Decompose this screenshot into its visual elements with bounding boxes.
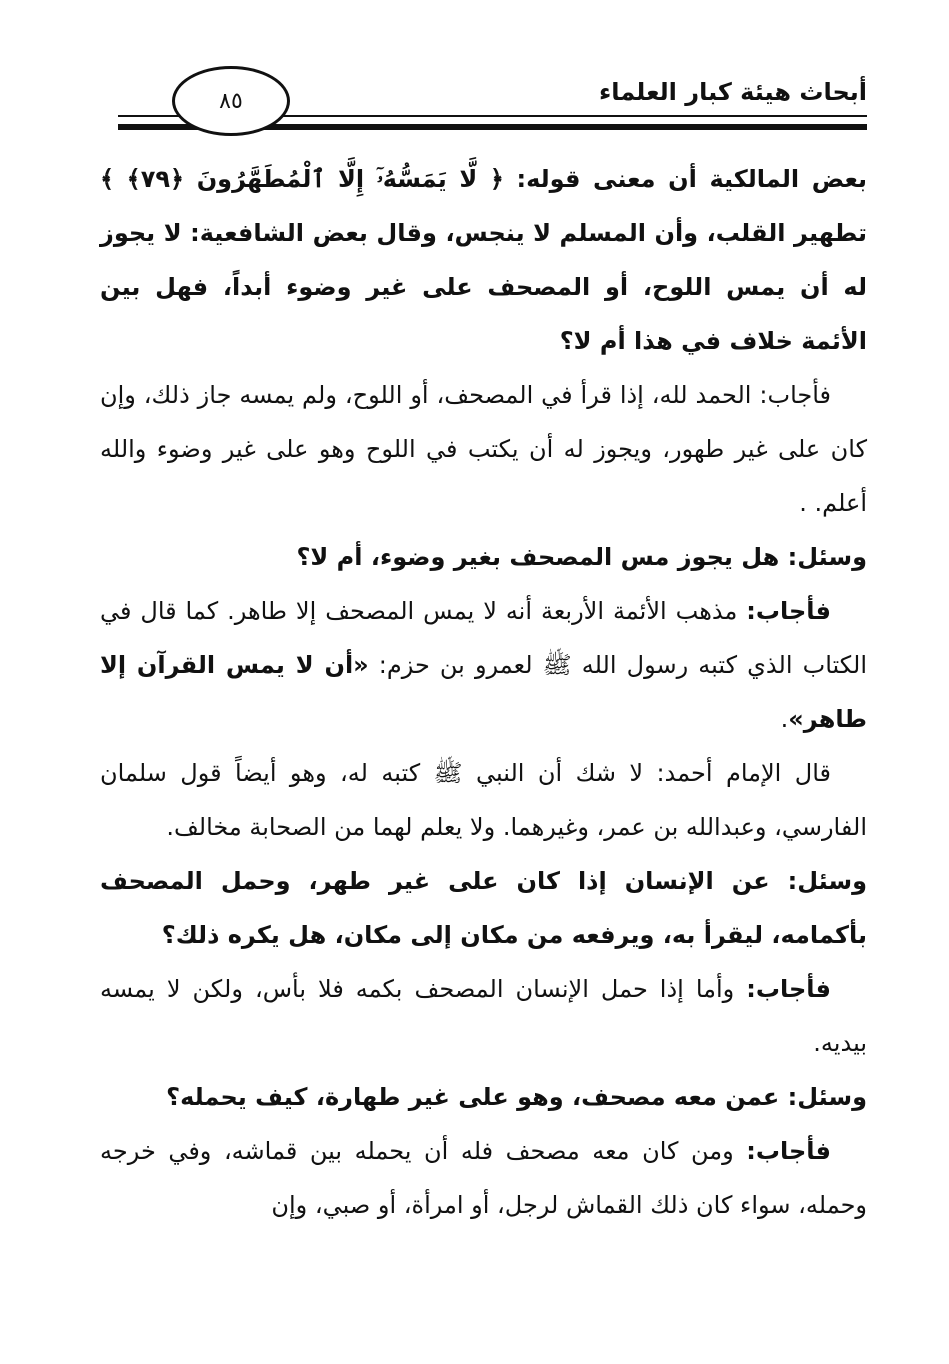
answer-text: وأما إذا حمل الإنسان المصحف بكمه فلا بأس، ولكن لا يمسه بيديه.	[100, 975, 867, 1057]
answer-lead: فأجاب:	[746, 1137, 831, 1165]
answer-text: ومن كان معه مصحف فله أن يحمله بين قماشه، وفي خرجه وحمله، سواء كان ذلك القماش لرجل، أو امرأة، أو صبي، وإن	[100, 1137, 867, 1219]
question-paragraph: بعض المالكية أن معنى قوله: ﴿ لَّا يَمَسُّهُۥٓ إِلَّا ٱلْمُطَهَّرُونَ ﴿٧٩﴾ ﴾ تطهير القلب، وأن المسلم لا ينجس، وقال بعض الشافعية: لا يجوز له أن يمس اللوح، أو المصحف على غير وضوء أبداً، فهل بين الأئمة خلاف في هذا أم لا؟	[100, 165, 868, 355]
answer-lead: فأجاب:	[746, 975, 831, 1003]
question-paragraph: وسئل: عمن معه مصحف، وهو على غير طهارة، كيف يحمله؟	[166, 1083, 867, 1111]
body-text	[100, 152, 867, 1232]
page-number-oval	[172, 66, 290, 136]
answer-paragraph	[100, 962, 867, 1070]
answer-paragraph	[100, 584, 867, 746]
answer-paragraph: قال الإمام أحمد: لا شك أن النبي ﷺ كتبه له، وهو أيضاً قول سلمان الفارسي، وعبدالله بن عمر، وغيرهما. ولا يعلم لهما من الصحابة مخالف.	[100, 759, 867, 841]
answer-tail: .	[780, 705, 789, 733]
answer-text: مذهب الأئمة الأربعة أنه لا يمس المصحف إلا طاهر. كما قال في الكتاب الذي كتبه رسول الله ﷺ لعمرو بن حزم:	[100, 597, 867, 679]
page-number: ٨٥	[219, 88, 243, 114]
answer-lead: فأجاب:	[746, 597, 831, 625]
hadith-quote: «أن لا يمس القرآن إلا طاهر»	[100, 651, 867, 733]
answer-paragraph	[100, 1124, 867, 1232]
question-paragraph: وسئل: هل يجوز مس المصحف بغير وضوء، أم لا؟	[296, 543, 867, 571]
running-header-title: أبحاث هيئة كبار العلماء	[598, 78, 867, 106]
question-paragraph: وسئل: عن الإنسان إذا كان على غير طهر، وحمل المصحف بأكمامه، ليقرأ به، ويرفعه من مكان إلى مكان، هل يكره ذلك؟	[100, 867, 867, 949]
answer-paragraph: فأجاب: الحمد لله، إذا قرأ في المصحف، أو اللوح، ولم يمسه جاز ذلك، وإن كان على غير طهور، ويجوز له أن يكتب في اللوح وهو على غير وضوء والله أعلم. .	[100, 381, 867, 517]
